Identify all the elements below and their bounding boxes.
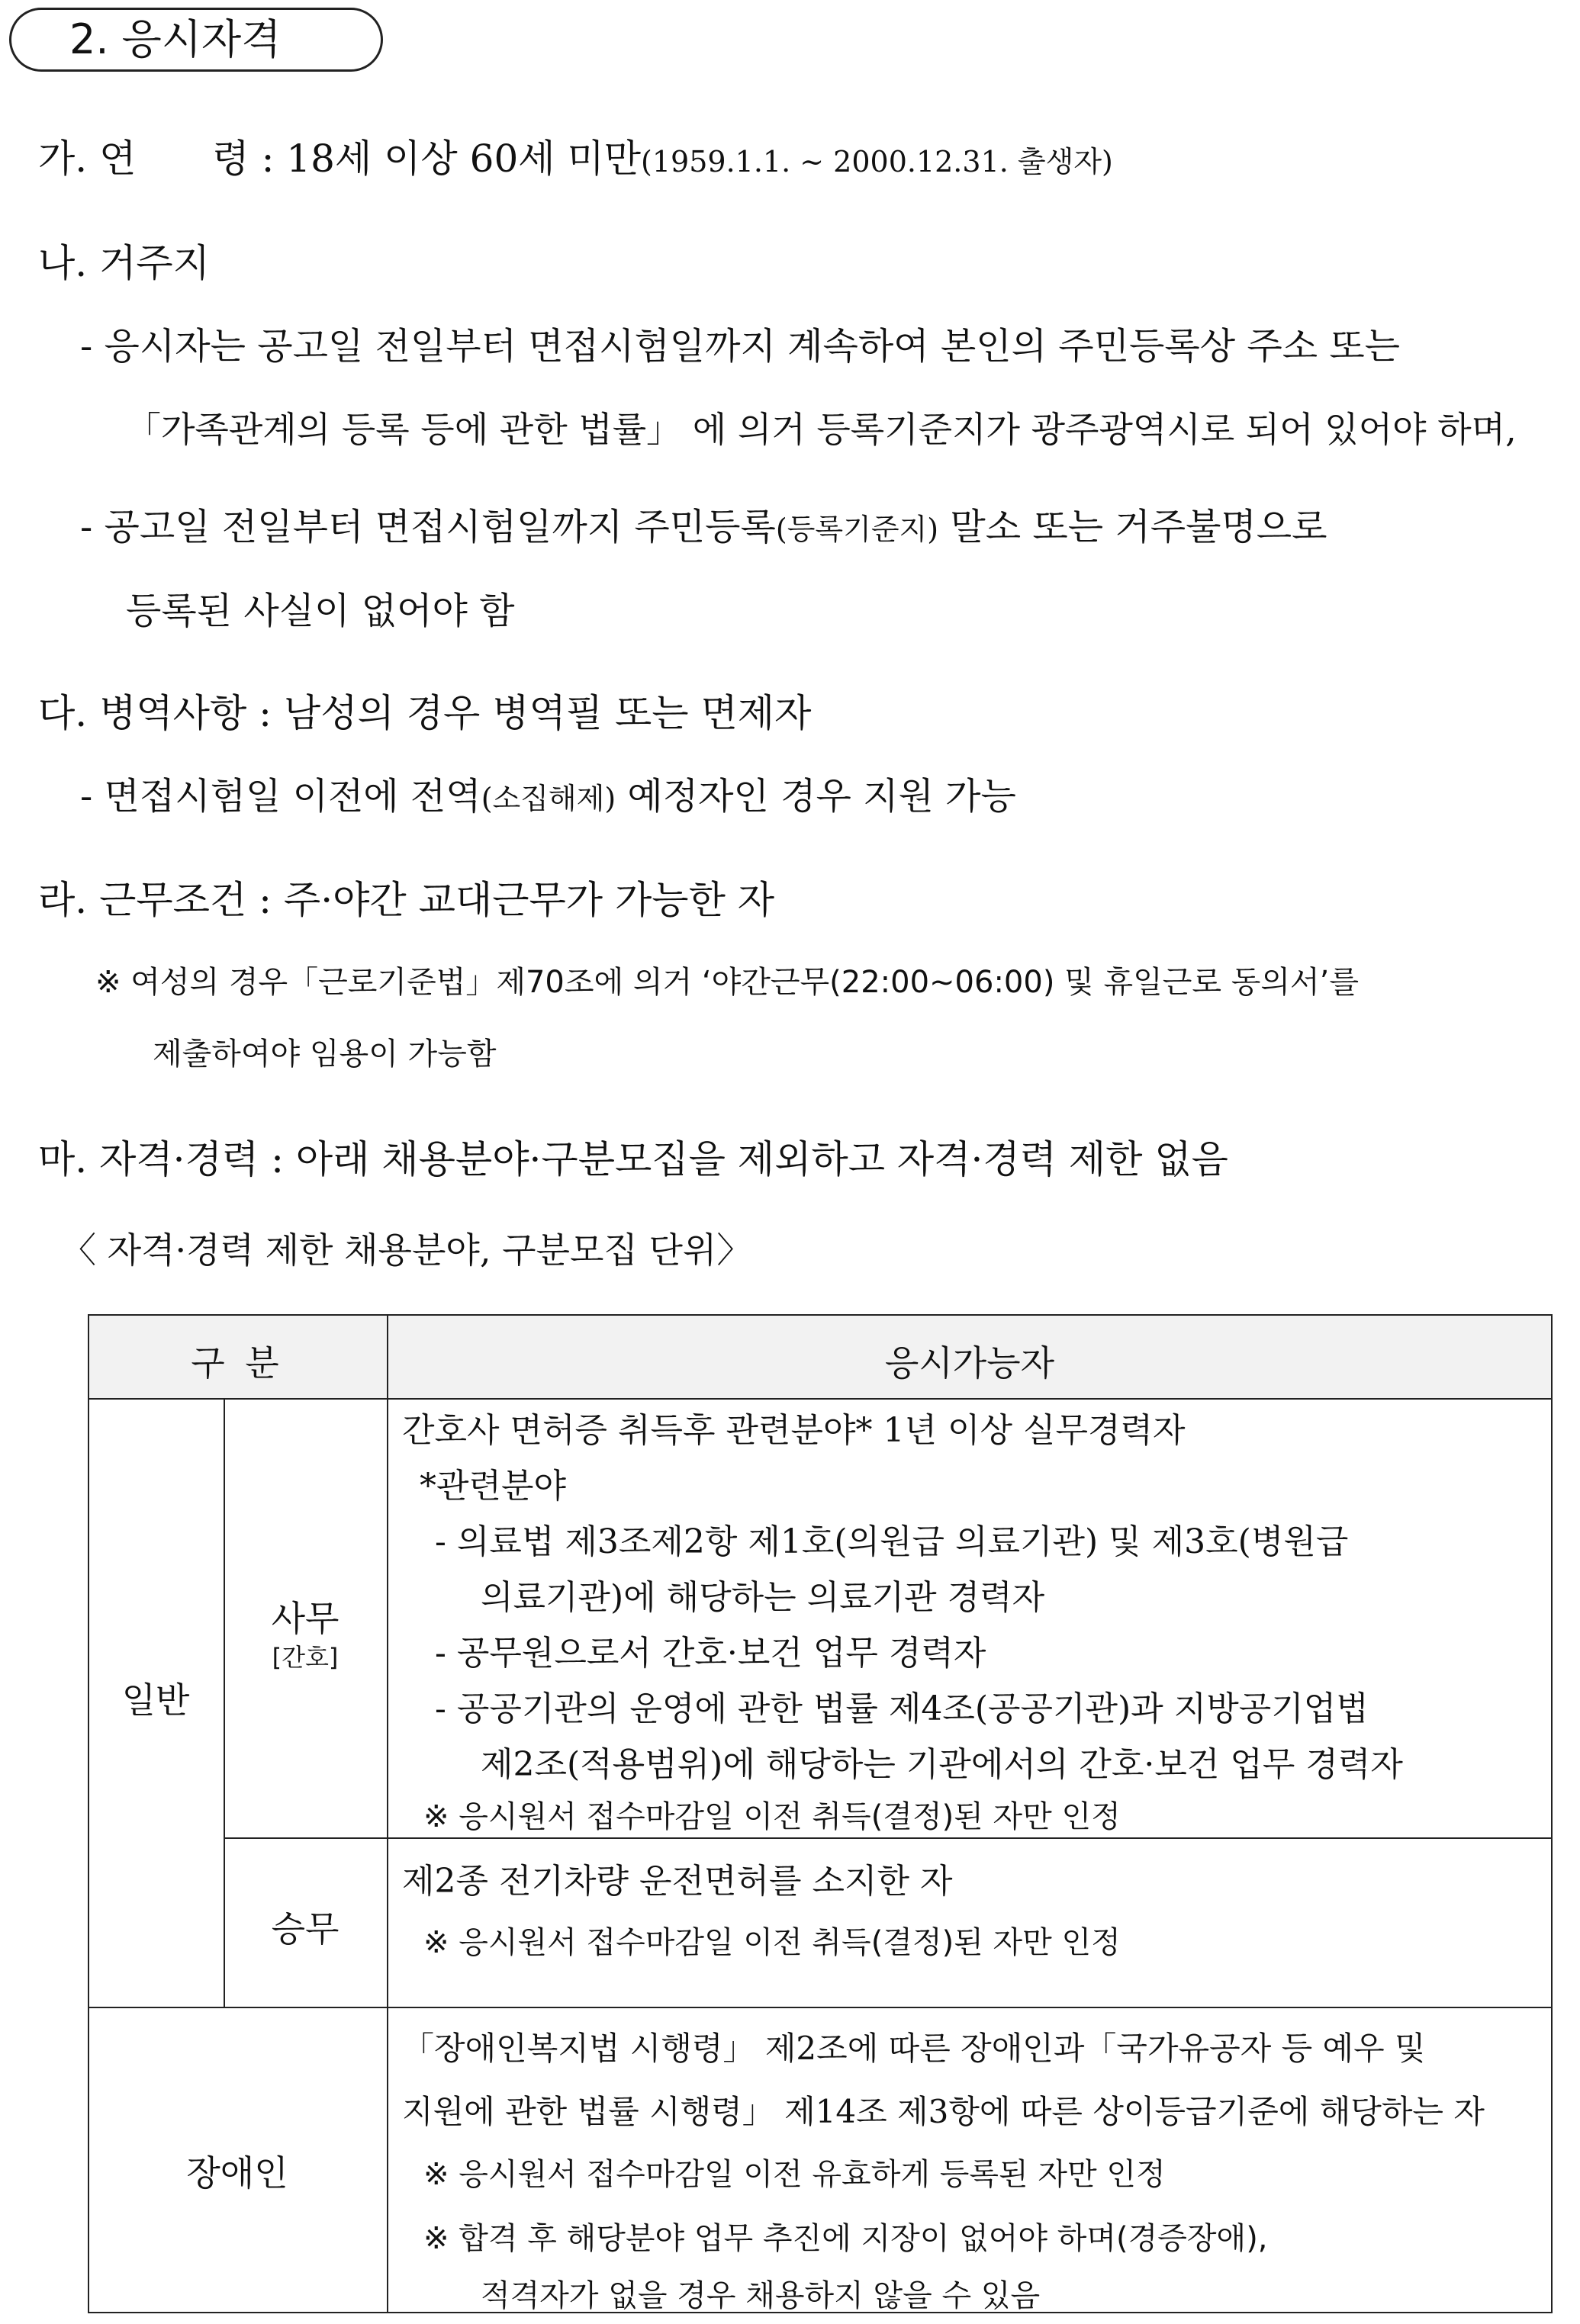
age-label: 가. 연 령 : 18세 이상 60세 미만 <box>38 137 642 181</box>
row-general-label: 일반 <box>121 1680 190 1721</box>
work-condition-note-line-2: 제출하여야 임용이 가능함 <box>153 1037 497 1072</box>
military-heading: 다. 병역사항 : 남성의 경우 병역필 또는 면제자 <box>38 691 812 735</box>
table-border-right <box>1551 1314 1553 2313</box>
disabled-line-2: 지원에 관한 법률 시행령」 제14조 제3항에 따른 상이등급기준에 해당하는 자 <box>402 2093 1485 2130</box>
section-title: 2. 응시자격 <box>9 8 383 72</box>
office-line-1: 간호사 면허증 취득후 관련분야* 1년 이상 실무경력자 <box>402 1411 1186 1450</box>
age-requirement <box>38 128 1113 183</box>
work-condition-note-line-1: ※ 여성의 경우「근로기준법」제70조에 의거 ‘야간근무(22:00∼06:00) 및 휴일근로 동의서’를 <box>95 965 1360 1000</box>
table-row-divider-general <box>88 2007 1553 2008</box>
row-office-label: 사무 <box>271 1598 339 1639</box>
office-line-3: - 의료법 제3조제2항 제1호(의원급 의료기관) 및 제3호(병원급 <box>435 1522 1349 1561</box>
driver-line-1: 제2종 전기차량 운전면허를 소지한 자 <box>402 1862 953 1901</box>
office-line-6: - 공공기관의 운영에 관한 법률 제4조(공공기관)과 지방공기업법 <box>435 1689 1369 1728</box>
table-column-divider <box>387 1314 388 2313</box>
residence-item-2-line-2: 등록된 사실이 없어야 함 <box>126 590 515 632</box>
residence-item-2-text: - 공고일 전일부터 면접시험일까지 주민등록 <box>80 506 776 548</box>
military-item-tail: 예정자인 경우 지원 가능 <box>616 775 1016 818</box>
military-item-text: - 면접시험일 이전에 전역 <box>80 775 481 818</box>
table-caption: 〈 자격·경력 제한 채용분야, 구분모집 단위〉 <box>61 1230 752 1271</box>
row-driver-label: 승무 <box>271 1908 339 1950</box>
age-birth-range: (1959.1.1. ~ 2000.12.31. 출생자) <box>641 145 1113 178</box>
residence-item-2-paren: (등록기준지) <box>775 513 939 546</box>
disabled-line-1: 「장애인복지법 시행령」 제2조에 따른 장애인과「국가유공자 등 예우 및 <box>402 2030 1426 2067</box>
table-header-category: 구 분 <box>191 1342 284 1384</box>
table-border-top <box>88 1314 1553 1316</box>
disabled-line-5: 적격자가 없을 경우 채용하지 않을 수 있음 <box>481 2278 1041 2313</box>
table-row-divider-office <box>224 1837 1553 1839</box>
office-line-7: 제2조(적용범위)에 해당하는 기관에서의 간호·보건 업무 경력자 <box>481 1745 1403 1784</box>
office-line-5: - 공무원으로서 간호·보건 업무 경력자 <box>435 1634 986 1673</box>
disabled-line-4: ※ 합격 후 해당분야 업무 추진에 지장이 없어야 하며(경증장애), <box>423 2221 1268 2256</box>
residence-item-2-tail: 말소 또는 거주불명으로 <box>938 506 1327 548</box>
office-line-4: 의료기관)에 해당하는 의료기관 경력자 <box>481 1578 1045 1617</box>
qualification-heading: 마. 자격·경력 : 아래 채용분야·구분모집을 제외하고 자격·경력 제한 없음 <box>38 1137 1228 1181</box>
office-line-8: ※ 응시원서 접수마감일 이전 취득(결정)된 자만 인정 <box>423 1799 1121 1834</box>
row-disabled-label: 장애인 <box>186 2152 288 2194</box>
qualification-table <box>88 1314 1553 2313</box>
row-office-sublabel: [간호] <box>272 1643 339 1672</box>
residence-item-1-line-2: 「가족관계의 등록 등에 관한 법률」 에 의거 등록기준지가 광주광역시로 되어 있어야 하며, <box>126 409 1517 450</box>
residence-item-1-line-1: - 응시자는 공고일 전일부터 면접시험일까지 계속하여 본인의 주민등록상 주소 또는 <box>80 325 1401 368</box>
disabled-line-3: ※ 응시원서 접수마감일 이전 유효하게 등록된 자만 인정 <box>423 2157 1166 2192</box>
military-item-paren: (소집해제) <box>481 782 616 815</box>
table-header-divider <box>88 1398 1553 1400</box>
table-header-eligible: 응시가능자 <box>884 1342 1055 1384</box>
office-line-2: *관련분야 <box>420 1467 567 1506</box>
residence-heading: 나. 거주지 <box>38 241 210 285</box>
work-condition-heading: 라. 근무조건 : 주·야간 교대근무가 가능한 자 <box>38 878 775 922</box>
driver-line-2: ※ 응시원서 접수마감일 이전 취득(결정)된 자만 인정 <box>423 1925 1121 1960</box>
military-item <box>80 767 1016 819</box>
residence-item-2-line-1 <box>80 497 1327 550</box>
